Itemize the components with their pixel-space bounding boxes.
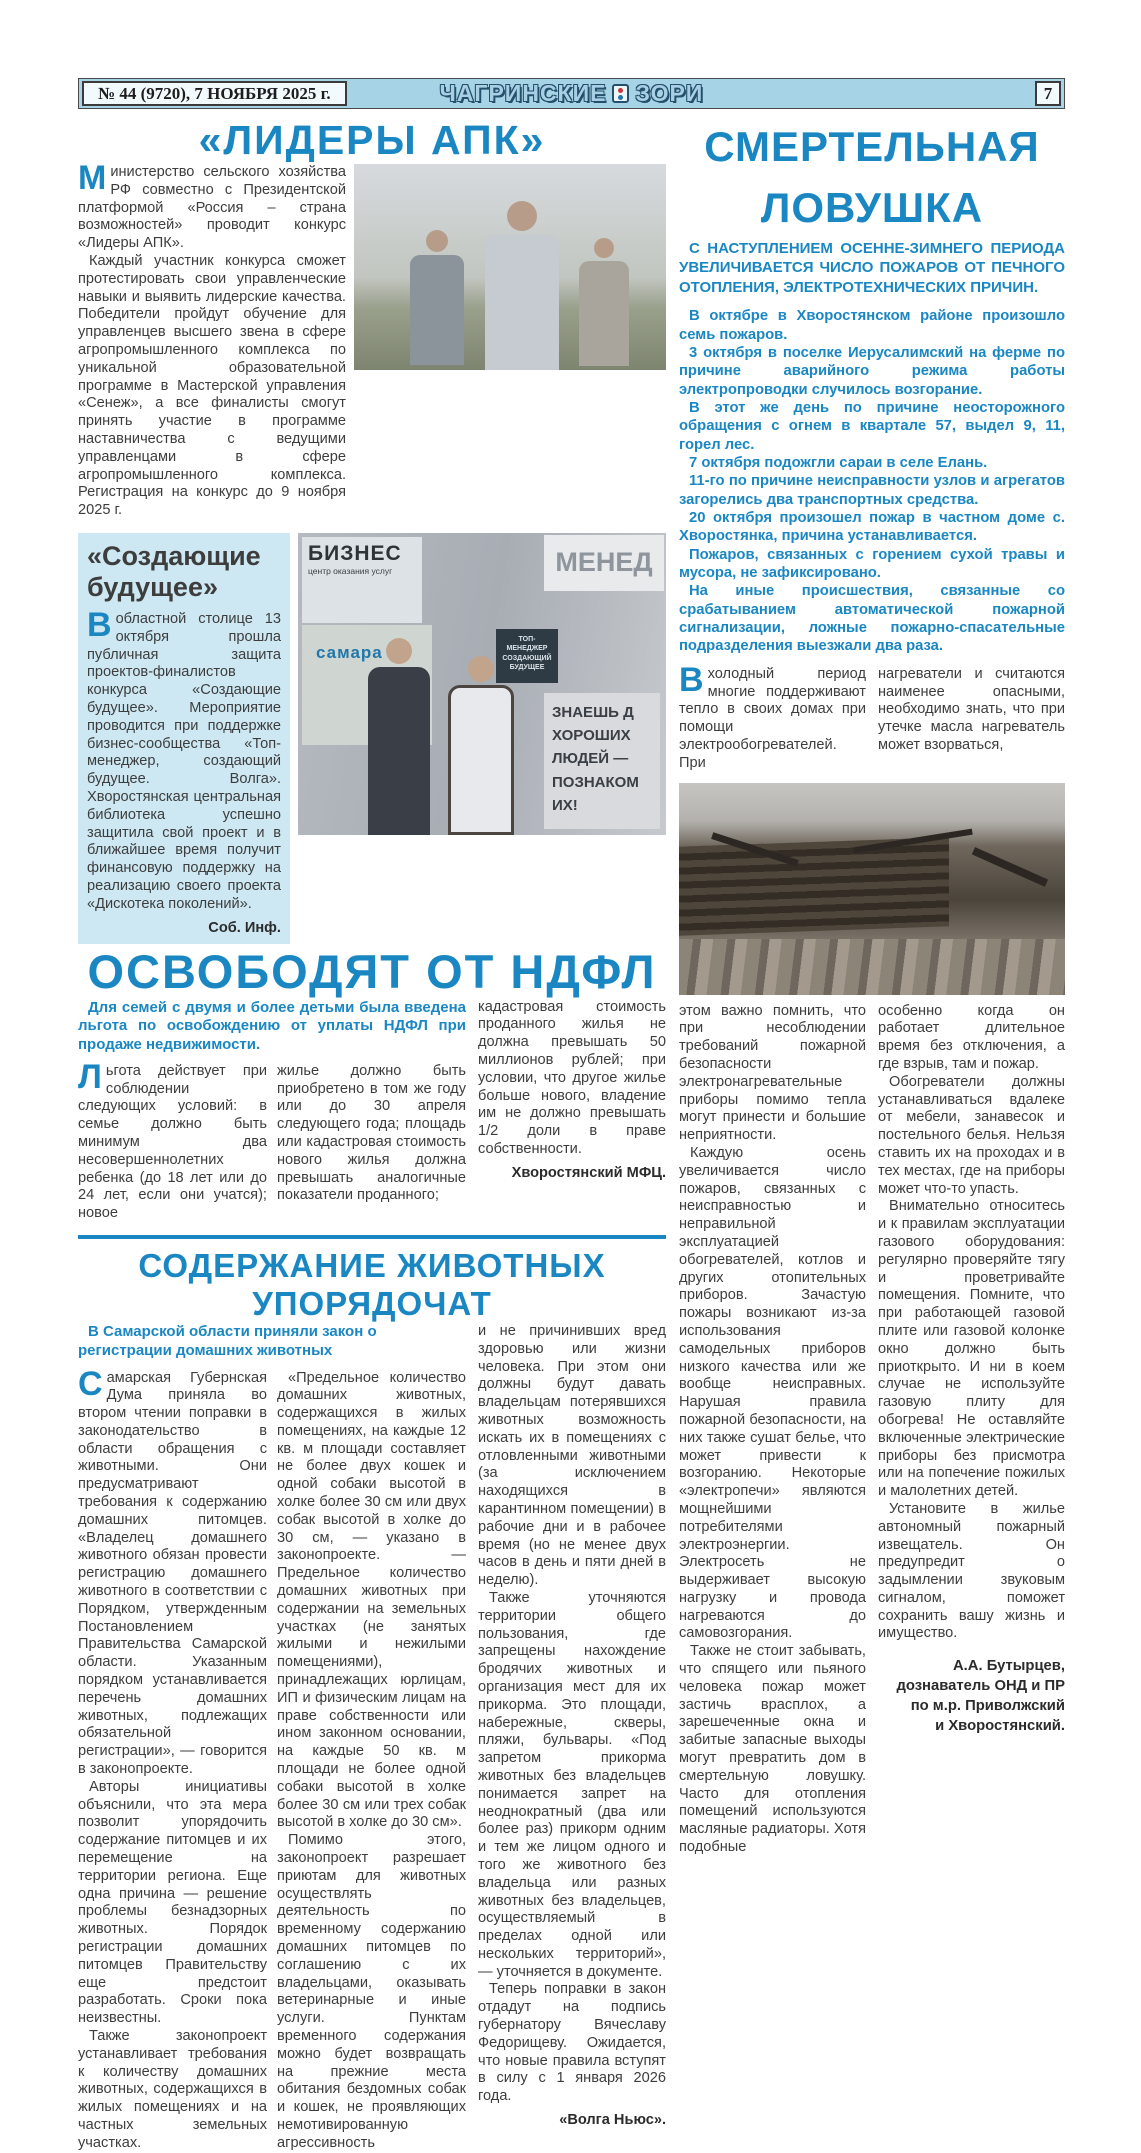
ndfl-col1: Льгота действует при соблюдении следующих условий: в семье должно быть минимум два несовершеннолетних ребенка (до 18 лет или до 24 лет, если они учатся); новое <box>78 1057 267 1222</box>
article-leaders-apk <box>78 117 666 520</box>
map-graphic: самара <box>302 625 432 745</box>
issue-date-box <box>82 81 347 106</box>
sozdayushchie-title: «Создающие будущее» <box>87 540 261 602</box>
animals-dropcap: С <box>78 1364 103 1403</box>
section-divider <box>78 1235 666 1239</box>
poster-menedger: МЕНЕД <box>544 535 664 591</box>
trap-title: СМЕРТЕЛЬНАЯ ЛОВУШКА <box>704 123 1040 231</box>
masthead-logo-icon <box>612 84 629 103</box>
person-silhouette <box>579 238 629 366</box>
animals-title: СОДЕРЖАНИЕ ЖИВОТНЫХ УПОРЯДОЧАТ <box>138 1247 606 1322</box>
leaders-dropcap: М <box>78 159 107 197</box>
article-ndfl <box>78 944 666 1223</box>
person-silhouette <box>448 656 514 835</box>
leaders-body <box>78 159 346 520</box>
animals-signature: «Волга Ньюс». <box>559 2112 666 2129</box>
page-header <box>78 78 1065 109</box>
left-section <box>78 117 666 2153</box>
masthead-word1: ЧАГРИНСКИЕ <box>439 80 607 106</box>
animals-col1: Самарская Губернская Дума приняла во втором чтении поправки в законодательство в области обращения с животными. Они предусматривают требования к содержанию домашних питомцев. «Владелец домашнего животного обязан провести регистрацию домашнего животного в соответствии с Порядком, утвержденным Постановлением Правительства Самарской области. Указанным порядком устанавливается перечень домашних животных, подлежащих обязательной регистрации», — говорится в законопроекте. Авторы инициативы объяснили, что эта мера позволит упорядочить содержание питомцев и их перемещение на территории региона. Еще одна причина — решение проблемы безнадзорных животных. Порядок регистрации домашних питомцев Правительству еще предстоит разработать. Сроки пока неизвестны. Также законопроект устанавливает требования к количеству домашних животных, содержащихся в жилых помещениях и на частных земельных участках. <box>78 1364 267 2151</box>
leaders-p1: инистерство сельского хозяйства РФ совместно с Президентской платформой «Россия – страна возможностей» проводит конкурс «Лидеры АПК». <box>78 164 346 252</box>
trap-colA-top: Вхолодный период многие поддерживают тепло в своих домах при помощи электрообогревателей. При <box>679 660 866 771</box>
article-sozdayushchie <box>78 533 666 944</box>
trap-dropcap: В <box>679 660 704 699</box>
trap-colB-top: нагреватели и считаются наименее опасными, необходимо знать, что при утечке масла нагреватель может взорваться, <box>878 665 1065 753</box>
right-section <box>679 117 1065 2153</box>
person-silhouette <box>368 638 430 835</box>
page-number: 7 <box>1043 83 1053 103</box>
trap-intro: С НАСТУПЛЕНИЕМ ОСЕННЕ-ЗИМНЕГО ПЕРИОДА УВЕЛИЧИВАЕТСЯ ЧИСЛО ПОЖАРОВ ОТ ПЕЧНОГО ОТОПЛЕНИЯ, ЭЛЕКТРОТЕХНИЧЕСКИХ ПРИЧИН. <box>679 239 1065 296</box>
person-silhouette <box>410 230 464 365</box>
newspaper-page <box>78 78 1065 2153</box>
motivation-board: ЗНАЕШЬ Д ХОРОШИХ ЛЮДЕЙ — ПОЗНАКОМ ИХ! <box>544 693 660 829</box>
article-animals <box>78 1247 666 2153</box>
trap-colB-bottom: особенно когда он работает длительное время без отключения, а где взрыв, там и пожар. Обогреватели должны устанавливаться вдалеке от мебели, занавесок и постельного белья. Нельзя ставить их на проходах и в тех местах, где на приборы может что-то упасть. Внимательно относитесь и к правилам эксплуатации газового оборудования: регулярно проверяйте тягу и проветривайте помещения. Помните, что при работающей газовой плите или газовой колонке окно должно быть приоткрыто. И ни в коем случае не используйте газовую плиту для обогрева! Не оставляйте включенные электрические приборы без присмотра или на попечение пожилых и малолетних детей. Установите в жилье автономный пожарный извещатель. Он предупредит о задымлении звуковым сигналом, поможет сохранить вашу жизнь и имущество. А.А. Бутырцев, дознаватель ОНД и ПР по м.р. Приволжский и Хворостянский. <box>878 1003 1065 1857</box>
person-silhouette <box>485 201 559 370</box>
ndfl-col3: кадастровая стоимость проданного жилья не должна превышать 50 миллионов рублей; при условии, что другое жилье больше нового, владение им не должно превышать 1/2 доли в праве собственности. Хворостянский МФЦ. <box>478 998 666 1181</box>
issue-date: № 44 (9720), 7 НОЯБРЯ 2025 г. <box>98 83 331 103</box>
ndfl-signature: Хворостянский МФЦ. <box>511 1164 666 1181</box>
sozdayushchie-dropcap: В <box>87 606 112 645</box>
trap-signature: А.А. Бутырцев, дознаватель ОНД и ПР по м.р. Приволжский и Хворостянский. <box>896 1658 1065 1735</box>
photo-library-event <box>298 533 666 835</box>
photo-burnt-house <box>679 783 1065 995</box>
leaders-title: «ЛИДЕРЫ АПК» <box>198 117 546 163</box>
article-trap <box>679 117 1065 1857</box>
ndfl-lede: Для семей с двумя и более детьми была введена льгота по освобождению от уплаты НДФЛ при продаже недвижимости. <box>78 998 466 1054</box>
leaders-p2: Каждый участник конкурса сможет протестировать свои управленческие навыки и выявить лидерские качества. Победители пройдут обучение для управленцев высшего звена в сфере агропромышленного комплекса по уникальной образовательной программе в Мастерской управления «Сенеж», а все финалисты смогут принять участие в программе наставничества с ведущими управленцами в сфере агропромышленного комплекса. Регистрация на конкурс до 9 ноября 2025 г. <box>78 252 346 519</box>
photo-leaders-field <box>354 164 666 370</box>
animals-col3: и не причинивших вред здоровью или жизни человека. При этом они должны будут давать владельцам потерявшихся животных возможность искать их в помещениях с отловленными животными (за исключением находящихся в карантинном помещении) в рабочие дни и в рабочее время (но не менее двух часов в день и пяти дней в неделю). Также уточняются территории общего пользования, где запрещены нахождение бродячих животных и организация мест для их прикорма. Это площади, набережные, скверы, пляжи, бульвары. «Под запретом прикорма животных без владельцев понимается запрет на неоднократный (два или более раз) прикорм одним и тем же лицом одного и того же животного без владельца или разных животных без владельцев, осуществляемый в пределах одной или нескольких территорий», — уточняется в документе. Теперь поправки в закон отдадут на подпись губернатору Вячеславу Федорищеву. Ожидается, что новые правила вступят в силу с 1 января 2026 года. «Волга Ньюс». <box>478 1323 666 2129</box>
sozdayushchie-box <box>78 533 290 944</box>
sozdayushchie-p1: областной столице 13 октября прошла публичная защита проектов-финалистов конкурса «Создающие будущее». Мероприятие проводится при поддержке бизнес-сообщества «Топ-менеджер, создающий будущее. Волга». Хворостянская центральная библиотека успешно защитила свой проект и в ближайшее время получит финансовую поддержку на реализацию своего проекта «Дискотека поколений». <box>87 611 281 912</box>
ndfl-title: ОСВОБОДЯТ ОТ НДФЛ <box>87 944 657 998</box>
poster-biznes: БИЗНЕС центр оказания услуг <box>302 537 422 623</box>
page-number-box <box>1035 81 1061 106</box>
animals-col2: «Предельное количество домашних животных, содержащихся в жилых помещениях, на каждые 12 кв. м площади составляет не более двух кошек и одной собаки высотой в холке более 30 см или двух собак высотой в холке до 30 см, — указано в законопроекте. — Предельное количество домашних животных при содержании на земельных участках (не занятых жилыми и нежилыми помещениями), принадлежащих юрлицам, ИП и физическим лицам на праве собственности или ином законном основании, на каждые 50 кв. м площади не более одной собаки высотой в холке более 30 см или трех собак высотой в холке до 30 см». Помимо этого, законопроект разрешает приютам для животных осуществлять деятельность по временному содержанию домашних питомцев по соглашению с их владельцами, оказывать ветеринарные и иные услуги. Пунктам временного содержания можно будет возвращать на прежние места обитания бездомных собак и кошек, не проявляющих немотивированную агрессивность <box>277 1369 466 2151</box>
ndfl-col2: жилье должно быть приобретено в том же году или до 30 апреля следующего года; площадь или кадастровая стоимость нового жилья должна превышать аналогичные показатели проданного; <box>277 1062 466 1204</box>
ndfl-dropcap: Л <box>78 1057 102 1096</box>
trap-colA-bottom: этом важно помнить, что при несоблюдении требований пожарной безопасности электронагревательные приборы помимо тепла могут принести и большие неприятности. Каждую осень увеличивается число пожаров, связанных с неисправностью и неправильной эксплуатацией обогревателей, котлов и других отопительных приборов. Зачастую пожары возникают из-за использования самодельных приборов низкого качества или же вообще неисправных. Нарушая правила пожарной безопасности, на них также сушат белье, что может привести к возгоранию. Некоторые «электропечи» являются мощнейшими потребителями электроэнергии. Электросеть не выдерживает высокую нагрузку и провода нагреваются до самовозгорания. Также не стоит забывать, что спящего или пьяного человека пожар может застичь врасплох, а зарешеченные окна и забитые запасные выходы могут превратить дом в смертельную ловушку. Часто для отопления помещений используются масляные радиаторы. Хотя подобные <box>679 1002 866 1856</box>
masthead-word2: ЗОРИ <box>635 80 704 106</box>
trap-incident-list: В октябре в Хворостянском районе произошло семь пожаров. 3 октября в поселке Иерусалимский на ферме по причине аварийного режима работы электропроводки случилось возгорание. В этот же день по причине неосторожного обращения с огнем в квартале 57, выдел 9, 11, горел лес. 7 октября подожгли сараи в селе Елань. 11-го по причине неисправности узлов и агрегатов загорелись два транспортных средства. 20 октября произошел пожар в частном доме с. Хворостянка, причина устанавливается. Пожаров, связанных с горением сухой травы и мусора, не зафиксировано. На иные происшествия, связанные со срабатыванием автоматической пожарной сигнализации, ложные пожарно-спасательные подразделения выезжали два раза. <box>679 308 1065 655</box>
sozdayushchie-signature: Соб. Инф. <box>208 919 281 936</box>
badge-top-manager: ТОП-МЕНЕДЖЕР СОЗДАЮЩИЙ БУДУЩЕЕ <box>496 629 558 683</box>
animals-subtitle: В Самарской области приняли закон о регистрации домашних животных <box>78 1323 377 1359</box>
